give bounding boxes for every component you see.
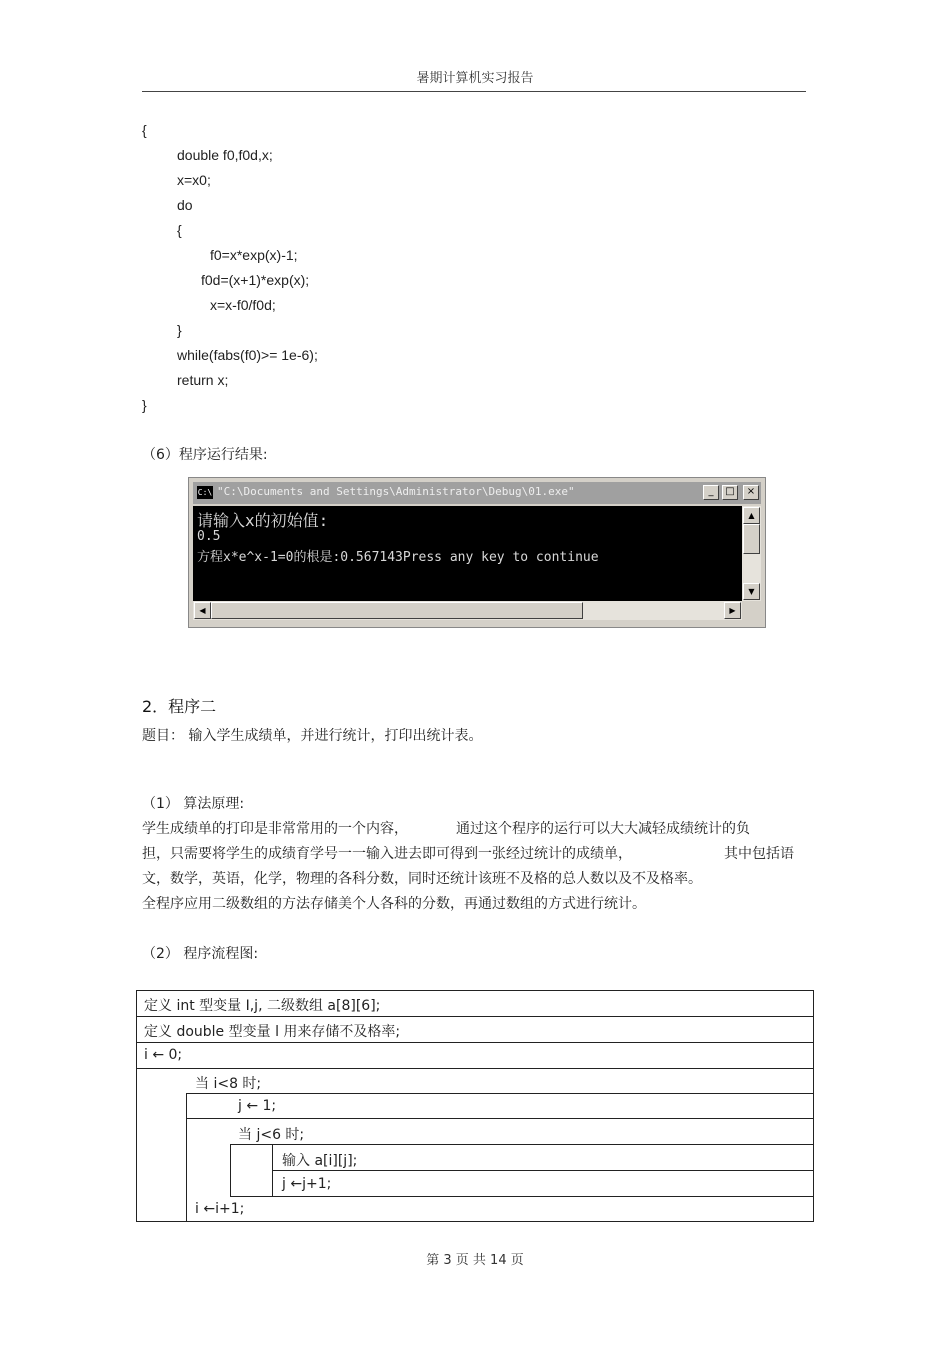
flowchart-text: i ← 0;	[144, 1047, 183, 1063]
console-line: 0.5	[197, 529, 221, 544]
code-line: return x;	[177, 372, 229, 388]
task-description: 题目： 输入学生成绩单，并进行统计，打印出统计表。	[142, 728, 483, 744]
scroll-left-button[interactable]: ◀	[194, 602, 211, 619]
scroll-up-button[interactable]: ▲	[743, 507, 760, 524]
flowchart-row	[136, 1042, 814, 1069]
code-line: x=x-f0/f0d;	[210, 297, 276, 313]
code-line: while(fabs(f0)>= 1e-6);	[177, 347, 318, 363]
flowchart-text: 定义 int 型变量 I,j, 二级数组 a[8][6];	[144, 998, 381, 1014]
maximize-button[interactable]: □	[722, 485, 738, 500]
flowchart-text: i ←i+1;	[195, 1201, 245, 1217]
page-header-title: 暑期计算机实习报告	[416, 71, 534, 86]
console-titlebar	[193, 482, 761, 504]
code-line: double f0,f0d,x;	[177, 147, 273, 163]
page-footer: 第 3 页 共 14 页	[426, 1253, 524, 1268]
algorithm-label: （1） 算法原理:	[142, 796, 245, 812]
header-divider	[142, 91, 806, 92]
scroll-right-button[interactable]: ▶	[724, 602, 741, 619]
minimize-button[interactable]: _	[703, 485, 719, 500]
code-line: {	[142, 122, 147, 138]
flowchart-text: j ← 1;	[238, 1098, 277, 1114]
flowchart-text: 输入 a[i][j];	[282, 1153, 358, 1169]
paragraph-line: 全程序应用二级数组的方法存储美个人各科的分数，再通过数组的方式进行统计。	[142, 896, 646, 912]
run-result-label: （6）程序运行结果:	[142, 447, 268, 463]
paragraph-line: 担，只需要将学生的成绩育学号一一输入进去即可得到一张经过统计的成绩单，	[142, 846, 632, 862]
code-line: f0d=(x+1)*exp(x);	[201, 272, 310, 288]
console-line: 请输入x的初始值:	[197, 511, 329, 530]
code-line: }	[177, 322, 182, 338]
paragraph-line: 文，数学，英语，化学，物理的各科分数，同时还统计该班不及格的总人数以及不及格率。	[142, 871, 702, 887]
horizontal-scrollbar[interactable]	[193, 601, 742, 620]
flowchart-text: j ←j+1;	[282, 1176, 332, 1192]
console-title: "C:\Documents and Settings\Administrator\Debug\01.exe"	[217, 485, 575, 498]
code-line: }	[142, 397, 147, 413]
console-app-icon: C:\	[197, 488, 213, 497]
code-line: do	[177, 197, 193, 213]
flowchart-text: 定义 double 型变量 l 用来存储不及格率;	[144, 1024, 401, 1040]
close-button[interactable]: ×	[743, 485, 759, 500]
flowchart-text: 当 j<6 时;	[238, 1127, 305, 1143]
paragraph-line: 其中包括语	[724, 846, 794, 862]
section-heading: 2．程序二	[142, 697, 217, 716]
code-line: {	[177, 222, 182, 238]
console-output	[193, 506, 742, 601]
scroll-down-button[interactable]: ▼	[743, 583, 760, 600]
flowchart-text: 当 i<8 时;	[195, 1076, 262, 1092]
resize-grip-icon[interactable]	[742, 601, 761, 620]
paragraph-line: 通过这个程序的运行可以大大减轻成绩统计的负	[456, 821, 750, 837]
console-window	[188, 477, 766, 628]
vertical-scroll-thumb[interactable]	[743, 524, 760, 554]
flowchart-row	[272, 1170, 814, 1197]
vertical-scrollbar[interactable]	[742, 506, 761, 601]
console-line: 方程x*e^x-1=0的根是:0.567143Press any key to continue	[197, 550, 599, 565]
flowchart-row	[186, 1093, 814, 1119]
flowchart-label: （2） 程序流程图:	[142, 946, 259, 962]
code-line: f0=x*exp(x)-1;	[210, 247, 298, 263]
code-line: x=x0;	[177, 172, 211, 188]
horizontal-scroll-thumb[interactable]	[211, 602, 583, 619]
paragraph-line: 学生成绩单的打印是非常常用的一个内容，	[142, 821, 408, 837]
